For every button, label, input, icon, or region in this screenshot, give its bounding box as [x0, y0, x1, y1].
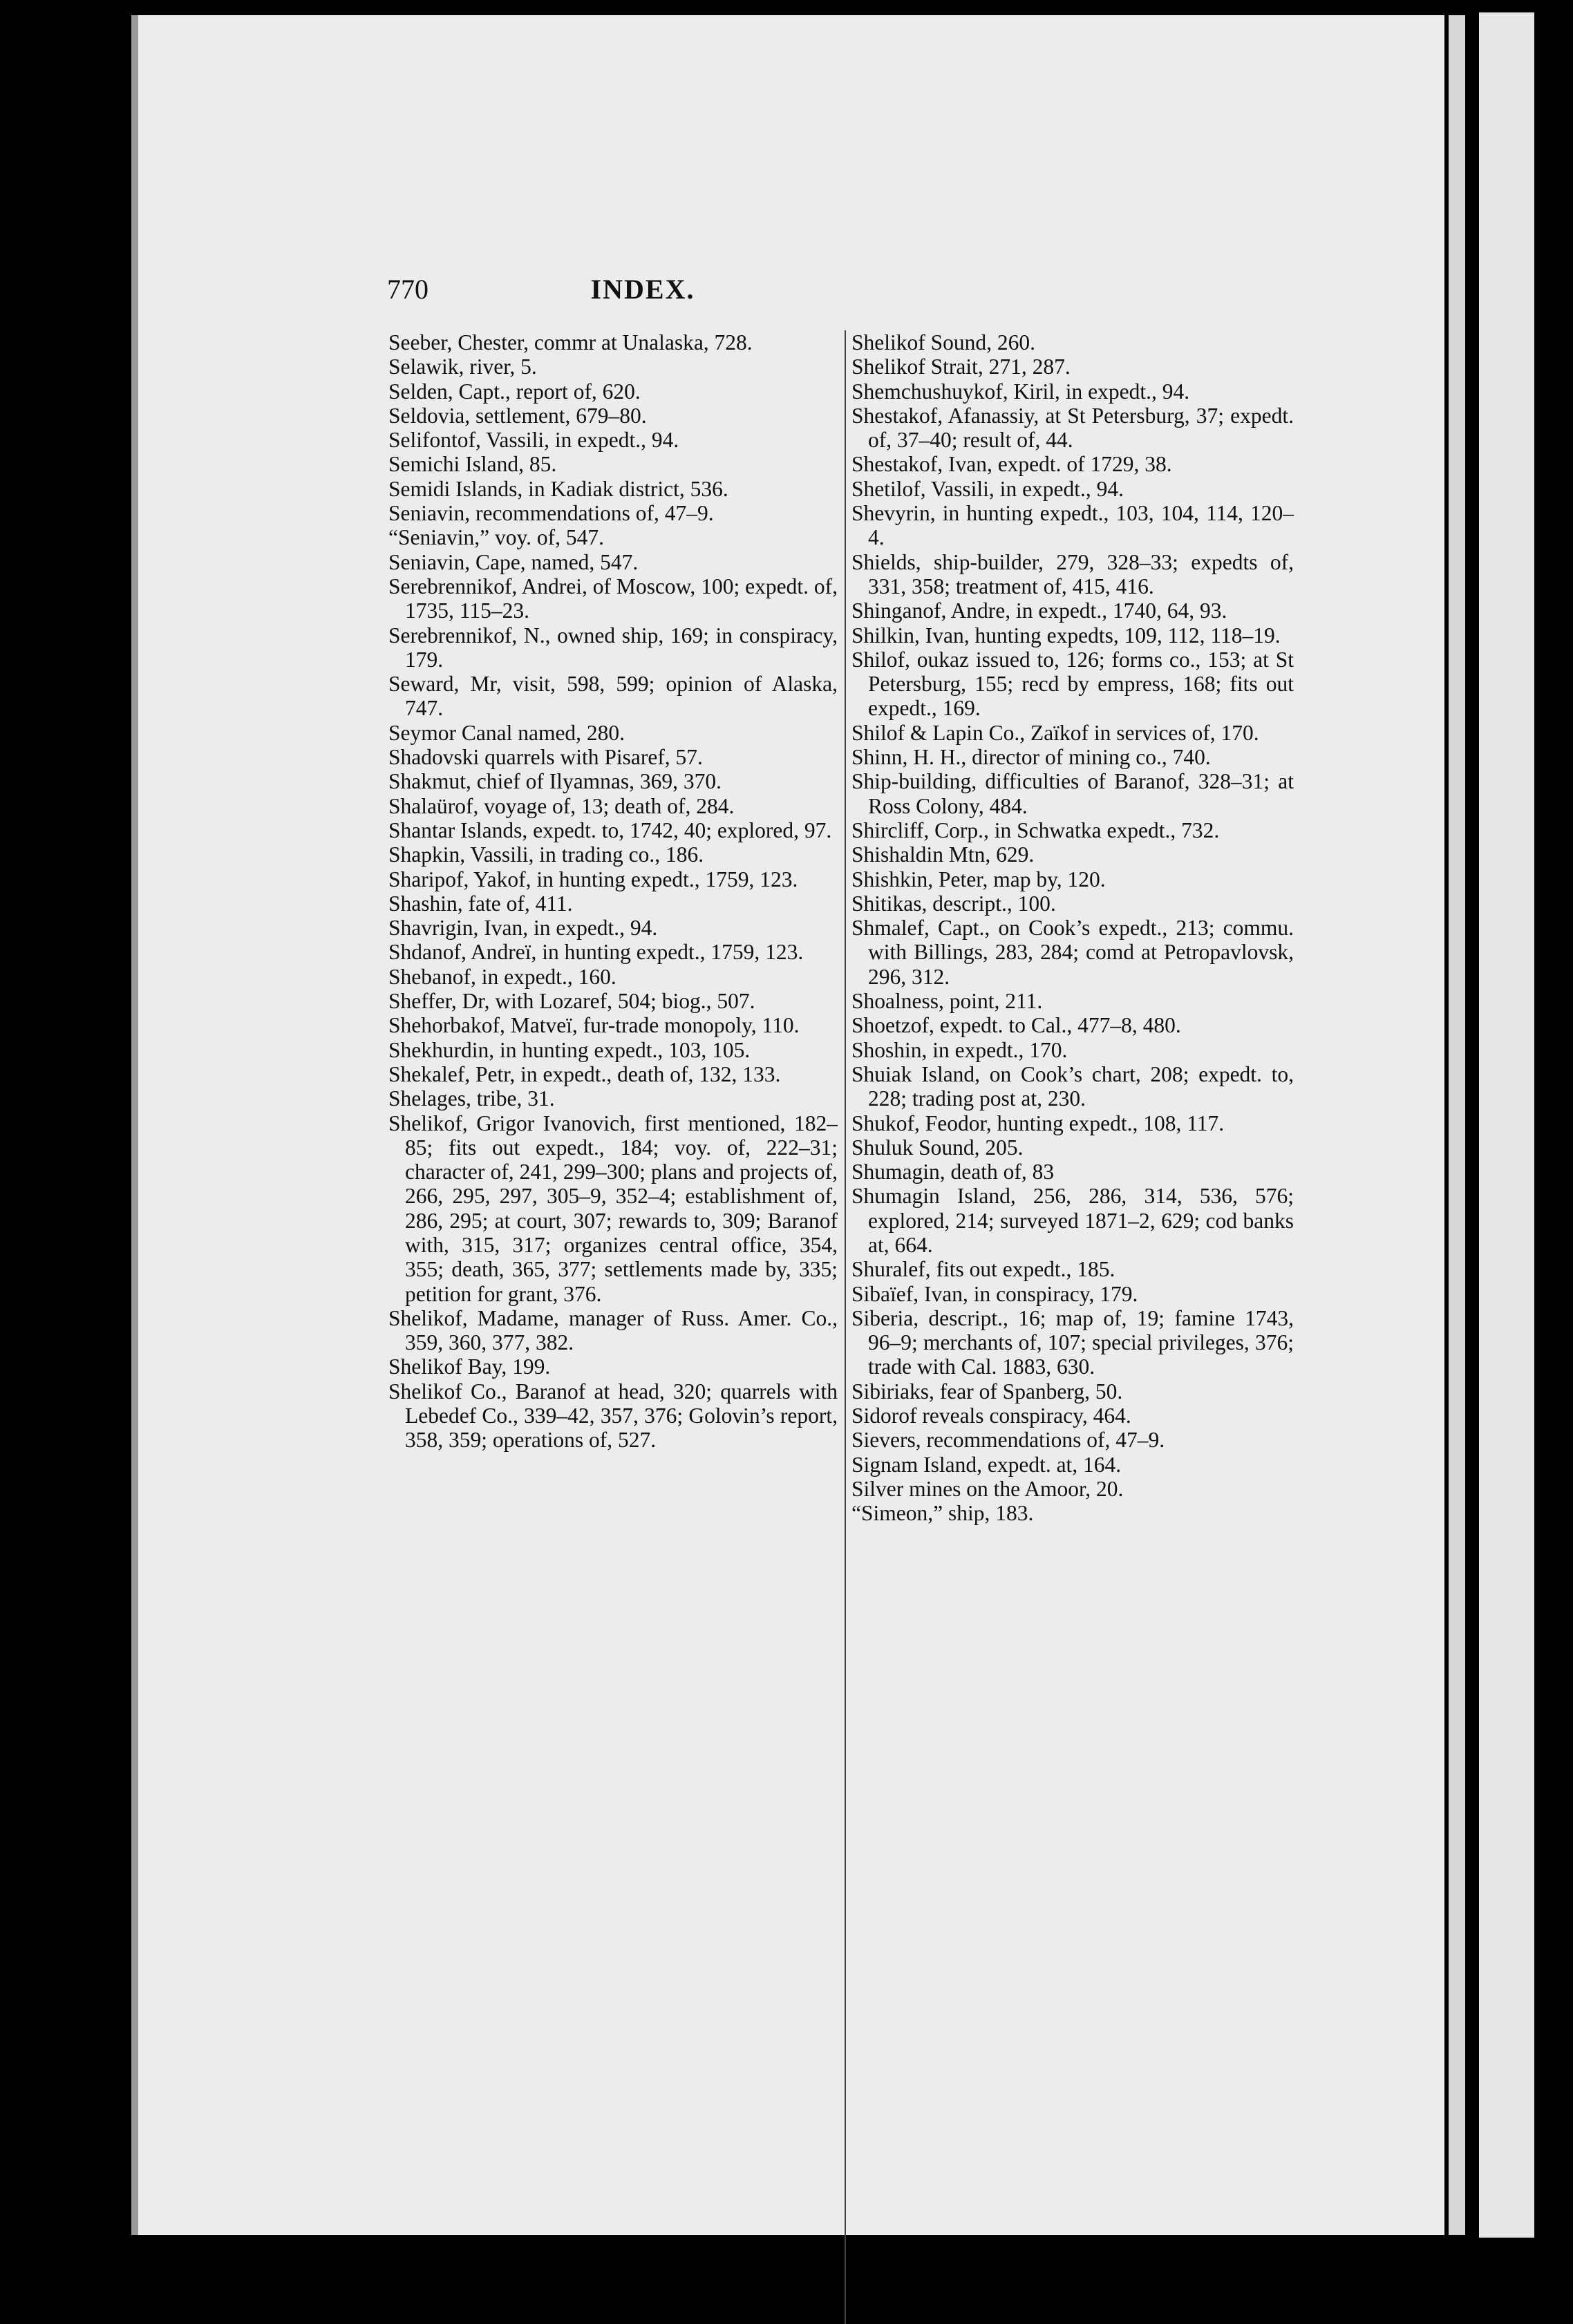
page-header [387, 273, 898, 314]
index-entry: Sievers, recommendations of, 47–9. [851, 1428, 1165, 1453]
index-entry: Sharipof, Yakof, in hunting expedt., 1759, 123. [388, 867, 798, 891]
index-entry: Selden, Capt., report of, 620. [388, 379, 641, 404]
index-entry: Shestakof, Afanassiy, at St Petersburg, 37; expedt. of, 37–40; result of, 44. [851, 403, 1294, 453]
index-entry: Shelikof Bay, 199. [388, 1354, 551, 1379]
index-entry: Siberia, descript., 16; map of, 19; famine 1743, 96–9; merchants of, 107; special privileges, 376; trade with Cal. 1883, 630. [851, 1305, 1294, 1379]
index-entry: Shilkin, Ivan, hunting expedts, 109, 112, 118–19. [851, 623, 1281, 648]
index-column-left [388, 330, 838, 1453]
index-entry: Shoshin, in expedt., 170. [851, 1037, 1068, 1062]
page-number: 770 [387, 274, 428, 305]
index-entry: Ship-building, difficulties of Baranof, 328–31; at Ross Colony, 484. [851, 769, 1294, 818]
index-entry: Seward, Mr, visit, 598, 599; opinion of Alaska, 747. [388, 672, 838, 721]
index-entry: Semidi Islands, in Kadiak district, 536. [388, 476, 728, 501]
index-entry: Shdanof, Andreï, in hunting expedt., 1759, 123. [388, 940, 804, 965]
index-entry: Shoalness, point, 211. [851, 989, 1043, 1014]
index-entry: Shuralef, fits out expedt., 185. [851, 1257, 1115, 1282]
index-entry: Shemchushuykof, Kiril, in expedt., 94. [851, 379, 1190, 404]
index-entry: Shelages, tribe, 31. [388, 1086, 555, 1111]
index-entry: Seldovia, settlement, 679–80. [388, 403, 647, 428]
column-divider [845, 330, 846, 2324]
index-entry: Shelikof Sound, 260. [851, 330, 1036, 355]
index-entry: Shadovski quarrels with Pisaref, 57. [388, 745, 703, 770]
index-entry: Shishaldin Mtn, 629. [851, 842, 1035, 867]
index-column-right [851, 330, 1294, 1526]
index-entry: Shapkin, Vassili, in trading co., 186. [388, 842, 704, 867]
index-entry: Shelikof Strait, 271, 287. [851, 355, 1071, 379]
index-entry: Shelikof Co., Baranof at head, 320; quarrels with Lebedef Co., 339–42, 357, 376; Golovin’s report, 358, 359; operations of, 527. [388, 1379, 838, 1453]
index-entry: Sibiriaks, fear of Spanberg, 50. [851, 1379, 1123, 1404]
index-entry: Sheffer, Dr, with Lozaref, 504; biog., 507. [388, 989, 755, 1014]
index-entry: Shircliff, Corp., in Schwatka expedt., 732. [851, 818, 1220, 842]
index-entry: Selifontof, Vassili, in expedt., 94. [388, 428, 679, 453]
running-title: INDEX. [590, 274, 695, 305]
page-edge [1449, 15, 1465, 2235]
index-entry: Shields, ship-builder, 279, 328–33; expedts of, 331, 358; treatment of, 415, 416. [851, 549, 1294, 598]
index-entry: Shashin, fate of, 411. [388, 891, 573, 916]
index-entry: Seymor Canal named, 280. [388, 720, 625, 745]
next-page-sliver [1479, 12, 1534, 2238]
index-entry: Serebrennikof, N., owned ship, 169; in conspiracy, 179. [388, 623, 838, 672]
index-entry: Shinn, H. H., director of mining co., 740. [851, 745, 1211, 770]
index-entry: Shelikof, Grigor Ivanovich, first mentioned, 182–85; fits out expedt., 184; voy. of, 222–31; character of, 241, 299–300; plans and projects of, 266, 295, 297, 305–9, 352–4; establishment of, 286, 295; at court, 307; rewards to, 309; Baranof with, 315, 317; organizes central office, 354, 355; death, 365, 377; settlements made by, 335; petition for grant, 376. [388, 1111, 838, 1306]
index-entry: Shehorbakof, Matveï, fur-trade monopoly, 110. [388, 1013, 800, 1038]
index-entry: Signam Island, expedt. at, 164. [851, 1452, 1122, 1477]
index-entry: Shinganof, Andre, in expedt., 1740, 64, 93. [851, 598, 1227, 623]
index-entry: “Simeon,” ship, 183. [851, 1501, 1034, 1526]
index-entry: Shavrigin, Ivan, in expedt., 94. [388, 916, 658, 941]
index-entry: Shilof & Lapin Co., Zaïkof in services of, 170. [851, 720, 1259, 745]
index-entry: Selawik, river, 5. [388, 355, 537, 379]
index-entry: Shakmut, chief of Ilyamnas, 369, 370. [388, 769, 722, 794]
index-entry: Silver mines on the Amoor, 20. [851, 1476, 1124, 1501]
index-entry: Serebrennikof, Andrei, of Moscow, 100; expedt. of, 1735, 115–23. [388, 574, 838, 623]
index-entry: Sibaïef, Ivan, in conspiracy, 179. [851, 1281, 1138, 1306]
index-entry: “Seniavin,” voy. of, 547. [388, 525, 605, 550]
index-entry: Shukof, Feodor, hunting expedt., 108, 117. [851, 1111, 1225, 1135]
index-entry: Shishkin, Peter, map by, 120. [851, 867, 1106, 891]
index-entry: Sidorof reveals conspiracy, 464. [851, 1404, 1131, 1428]
index-entry: Shebanof, in expedt., 160. [388, 964, 616, 989]
index-entry: Shelikof, Madame, manager of Russ. Amer. Co., 359, 360, 377, 382. [388, 1305, 838, 1355]
index-entry: Shestakof, Ivan, expedt. of 1729, 38. [851, 452, 1172, 477]
index-entry: Shilof, oukaz issued to, 126; forms co., 153; at St Petersburg, 155; recd by empress, 168; fits out expedt., 169. [851, 647, 1294, 721]
index-entry: Shoetzof, expedt. to Cal., 477–8, 480. [851, 1013, 1181, 1038]
index-entry: Shekhurdin, in hunting expedt., 103, 105. [388, 1037, 751, 1062]
index-entry: Seeber, Chester, commr at Unalaska, 728. [388, 330, 753, 355]
index-entry: Shantar Islands, expedt. to, 1742, 40; explored, 97. [388, 818, 832, 842]
index-entry: Shmalef, Capt., on Cook’s expedt., 213; commu. with Billings, 283, 284; comd at Petropavlovsk, 296, 312. [851, 916, 1294, 989]
index-entry: Shitikas, descript., 100. [851, 891, 1056, 916]
index-entry: Shekalef, Petr, in expedt., death of, 132, 133. [388, 1061, 781, 1086]
index-entry: Shumagin, death of, 83 [851, 1160, 1055, 1184]
index-entry: Shalaürof, voyage of, 13; death of, 284. [388, 793, 735, 818]
index-entry: Seniavin, Cape, named, 547. [388, 549, 639, 574]
index-entry: Shevyrin, in hunting expedt., 103, 104, 114, 120–4. [851, 501, 1294, 550]
index-entry: Shuiak Island, on Cook’s chart, 208; expedt. to, 228; trading post at, 230. [851, 1061, 1294, 1111]
index-entry: Shumagin Island, 256, 286, 314, 536, 576; explored, 214; surveyed 1871–2, 629; cod banks at, 664. [851, 1184, 1294, 1257]
index-entry: Shuluk Sound, 205. [851, 1135, 1024, 1160]
index-entry: Semichi Island, 85. [388, 452, 557, 477]
index-entry: Shetilof, Vassili, in expedt., 94. [851, 476, 1124, 501]
index-entry: Seniavin, recommendations of, 47–9. [388, 501, 714, 526]
